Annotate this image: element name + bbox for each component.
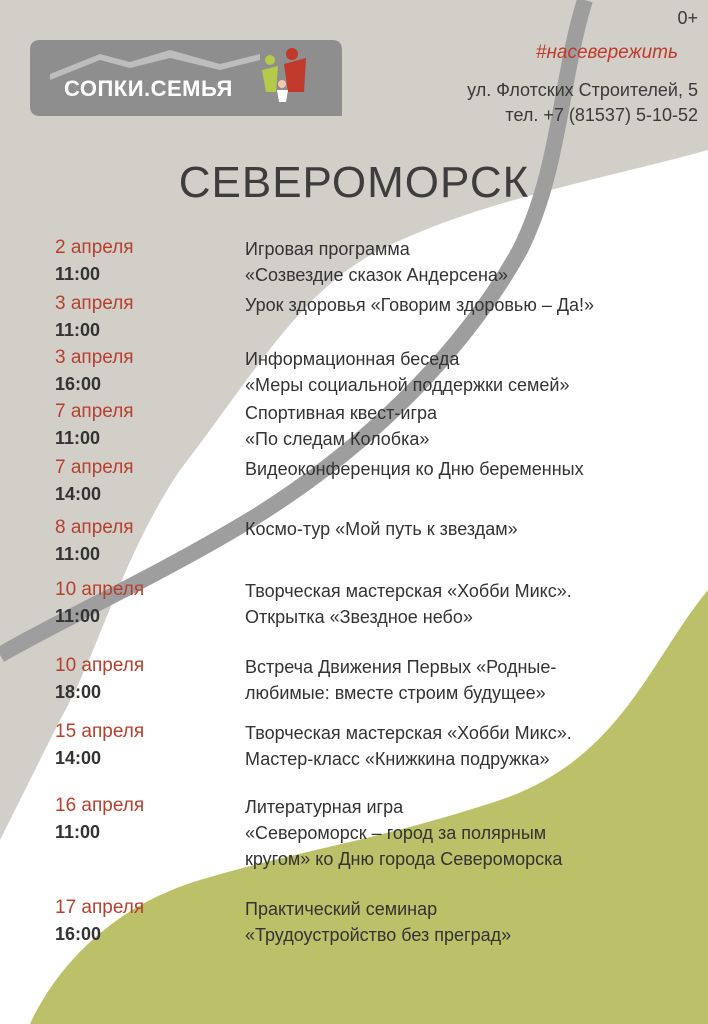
logo-text: СОПКИ.СЕМЬЯ <box>64 76 233 101</box>
event-title: Информационная беседа «Меры социальной поддержки семей» <box>245 349 570 395</box>
event-title: Встреча Движения Первых «Родные- любимые: вместе строим будущее» <box>245 657 557 703</box>
event-title: Космо-тур «Мой путь к звездам» <box>245 519 518 539</box>
event-date: 2 апреля <box>55 237 134 258</box>
logo <box>30 40 342 116</box>
event-time: 11:00 <box>55 606 101 626</box>
event-time: 11:00 <box>55 822 101 842</box>
event-title: Практический семинар «Трудоустройство без преград» <box>245 899 512 945</box>
address-street: ул. Флотских Строителей, 5 <box>467 80 698 100</box>
event-title: Игровая программа «Созвездие сказок Андерсена» <box>245 239 508 285</box>
event-time: 11:00 <box>55 320 101 340</box>
age-rating: 0+ <box>677 8 698 28</box>
event-time: 11:00 <box>55 264 101 284</box>
event-title: Урок здоровья «Говорим здоровью – Да!» <box>245 295 595 315</box>
event-time: 14:00 <box>55 748 102 768</box>
hashtag: #насевережить <box>535 42 678 63</box>
event-date: 3 апреля <box>55 347 134 368</box>
event-time: 18:00 <box>55 682 102 702</box>
event-title: Творческая мастерская «Хобби Микс». Мастер-класс «Книжкина подружка» <box>245 723 572 769</box>
event-time: 11:00 <box>55 544 101 564</box>
address-block <box>467 78 698 128</box>
event-title: Спортивная квест-игра «По следам Колобка» <box>245 403 438 449</box>
event-date: 16 апреля <box>55 795 145 816</box>
event-date: 17 апреля <box>55 897 145 918</box>
page-title: СЕВЕРОМОРСК <box>178 158 530 207</box>
event-time: 14:00 <box>55 484 102 504</box>
event-time: 16:00 <box>55 924 102 944</box>
event-time: 16:00 <box>55 374 102 394</box>
event-date: 15 апреля <box>55 721 145 742</box>
event-date: 7 апреля <box>55 457 134 478</box>
event-time: 11:00 <box>55 428 101 448</box>
event-date: 8 апреля <box>55 517 134 538</box>
event-title: Видеоконференция ко Дню беременных <box>245 459 584 479</box>
event-date: 10 апреля <box>55 655 145 676</box>
event-date: 3 апреля <box>55 293 134 314</box>
event-date: 7 апреля <box>55 401 134 422</box>
event-title: Творческая мастерская «Хобби Микс». Открытка «Звездное небо» <box>245 581 572 627</box>
address-phone: тел. +7 (81537) 5-10-52 <box>505 105 698 125</box>
event-date: 10 апреля <box>55 579 145 600</box>
event-title: Литературная игра «Североморск – город за полярным кругом» ко Дню города Североморска <box>245 797 563 869</box>
